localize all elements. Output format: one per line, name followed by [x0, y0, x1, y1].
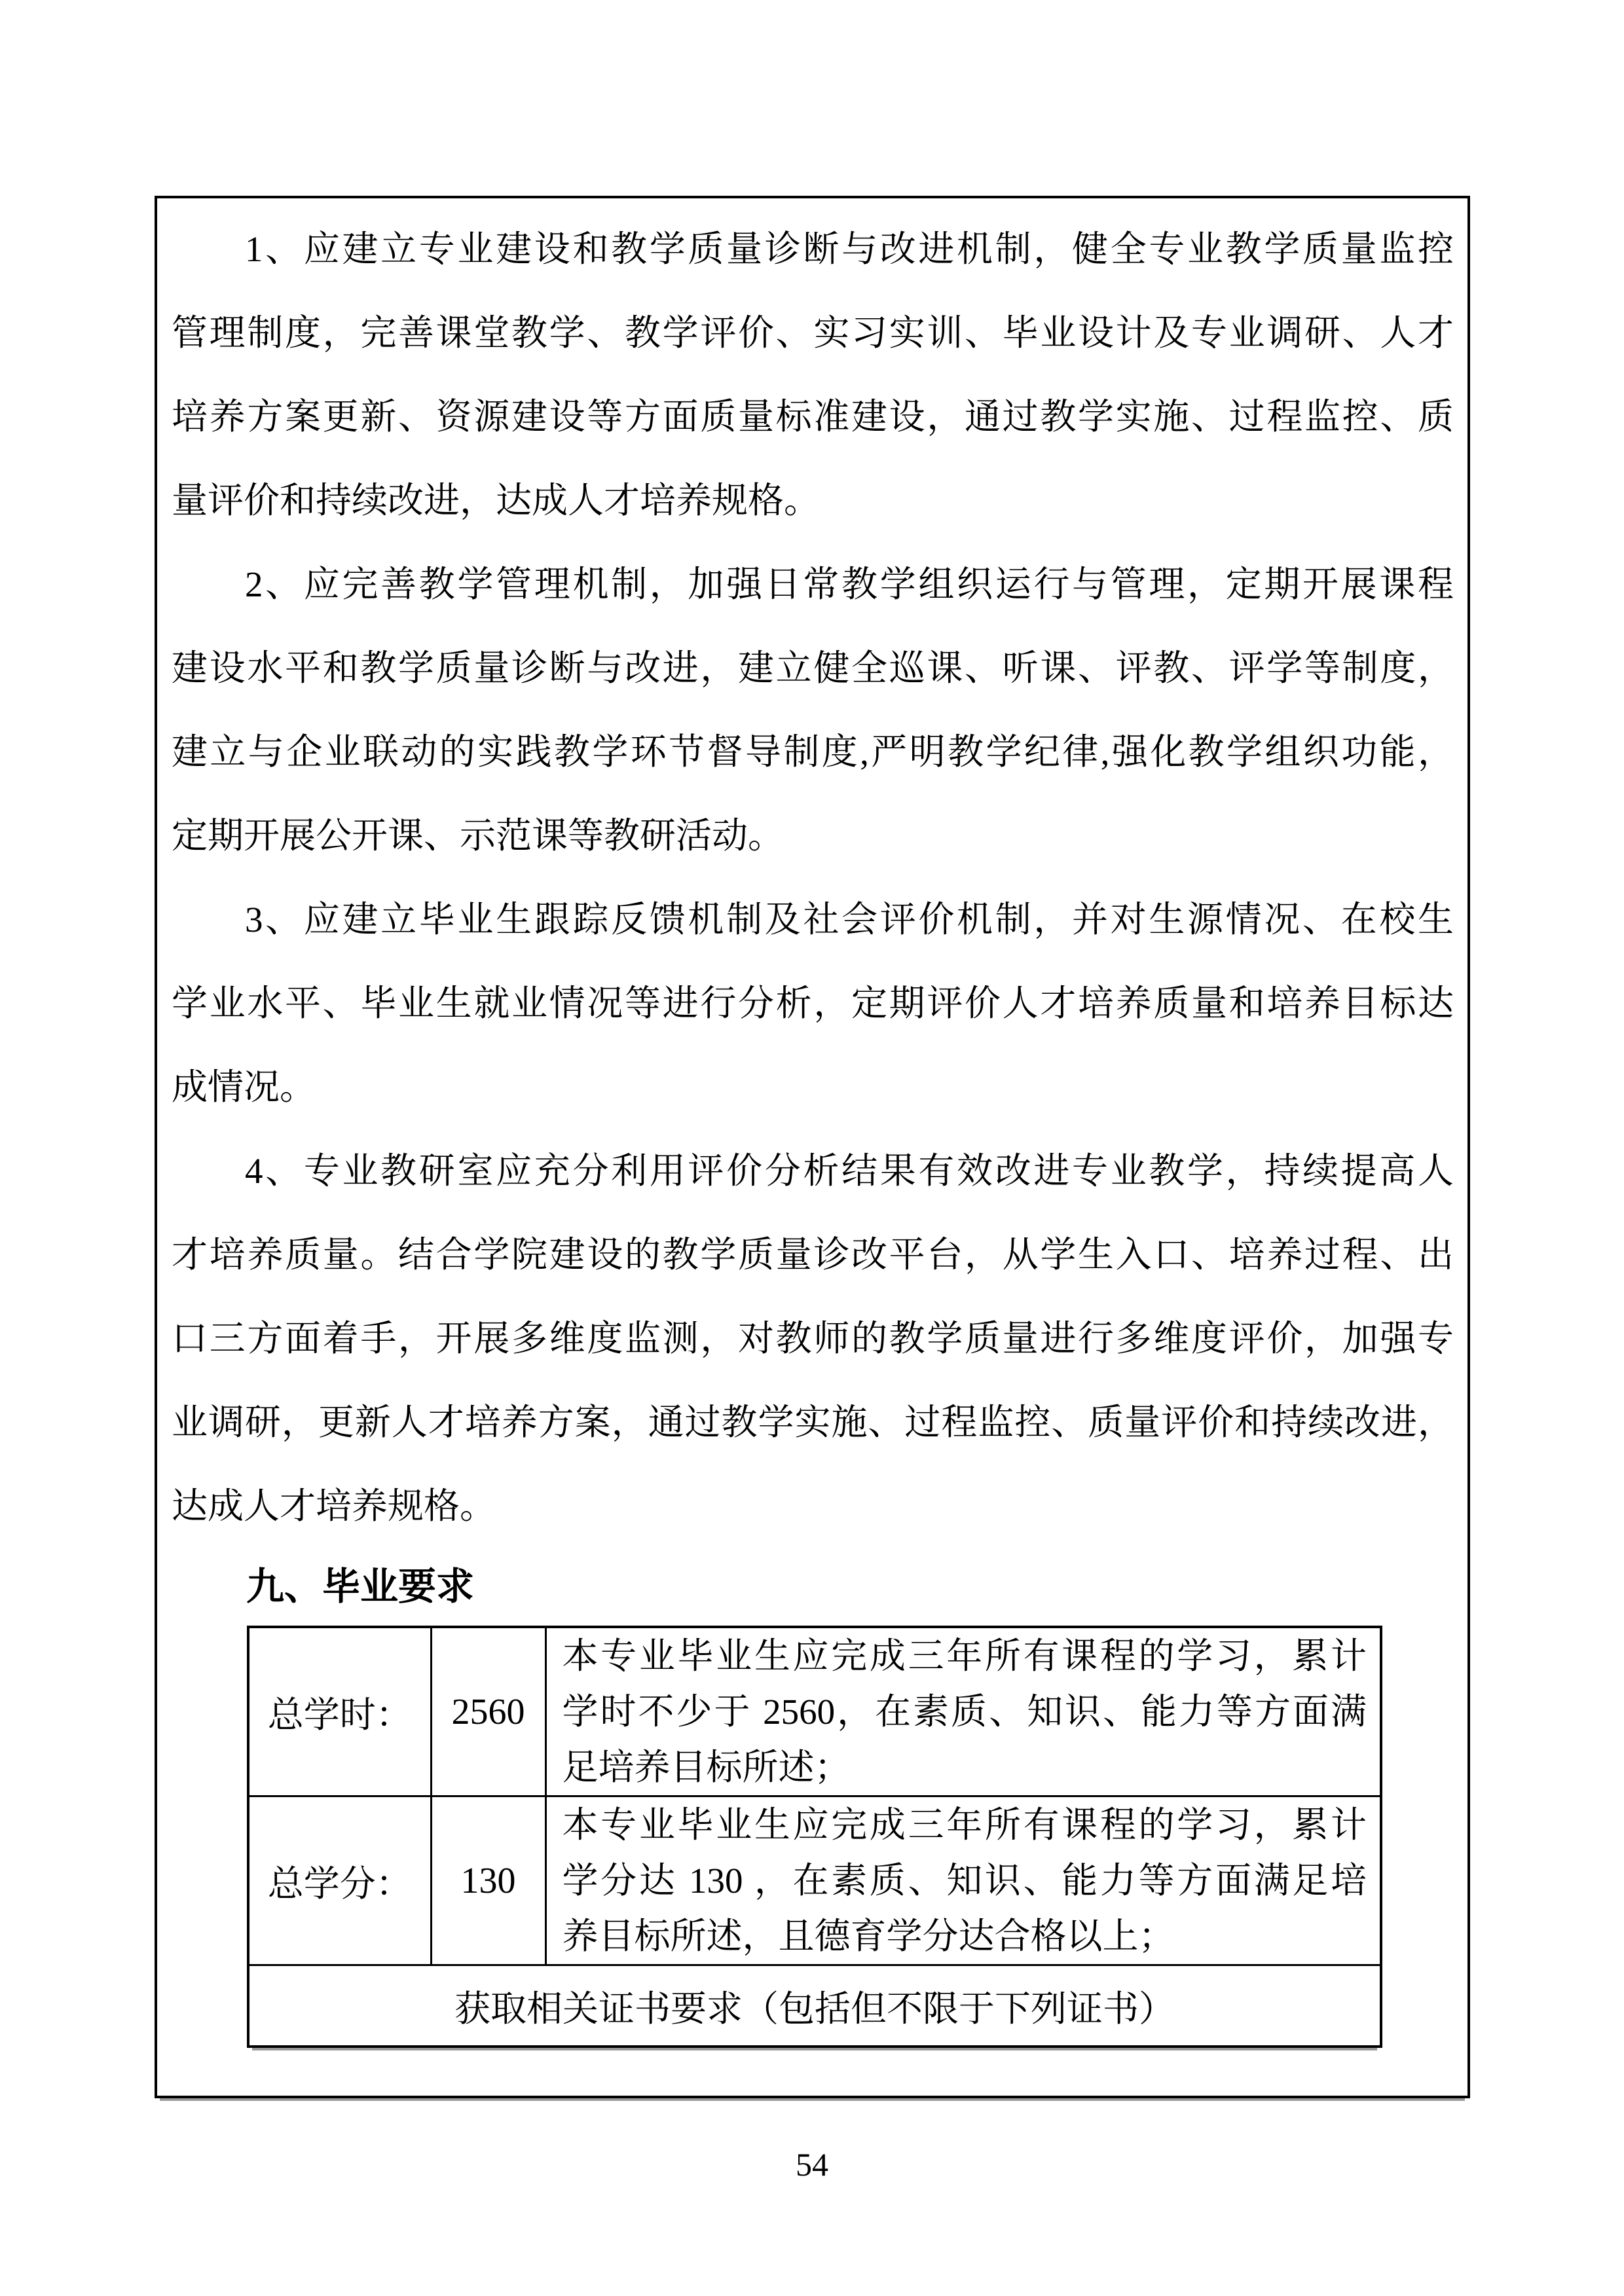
- page-number: 54: [796, 2146, 828, 2183]
- paragraph-line: 达成人才培养规格。: [172, 1486, 496, 1526]
- cell-line: 本专业毕业生应完成三年所有课程的学习，累计: [562, 1636, 1367, 1676]
- paragraph-line: 业调研，更新人才培养方案，通过教学实施、过程监控、质量评价和持续改进，: [172, 1402, 1454, 1442]
- cell-line: 学时不少于 2560，在素质、知识、能力等方面满: [562, 1692, 1367, 1732]
- paragraph-line: 才培养质量。结合学院建设的教学质量诊改平台，从学生入口、培养过程、出: [172, 1235, 1454, 1275]
- total-credits-value: 130: [431, 1796, 545, 1965]
- cell-line: 足培养目标所述；: [562, 1747, 851, 1787]
- paragraph-line: 3、应建立毕业生跟踪反馈机制及社会评价机制，并对生源情况、在校生: [245, 900, 1454, 939]
- cell-line: 养目标所述，且德育学分达合格以上；: [562, 1916, 1175, 1956]
- total-hours-value: 2560: [431, 1627, 545, 1796]
- paragraph-line: 成情况。: [172, 1067, 316, 1107]
- paragraph-line: 培养方案更新、资源建设等方面质量标准建设，通过教学实施、过程监控、质: [172, 397, 1454, 437]
- table-row: [248, 1627, 1381, 1796]
- table-row: [248, 1965, 1381, 2047]
- paragraph-line: 2、应完善教学管理机制，加强日常教学组织运行与管理，定期开展课程: [245, 564, 1454, 604]
- total-hours-description: [545, 1627, 1381, 1796]
- paragraph-line: 建立与企业联动的实践教学环节督导制度,严明教学纪律,强化教学组织功能，: [172, 732, 1454, 772]
- table-row: [248, 1796, 1381, 1965]
- total-credits-label: 总学分：: [248, 1796, 431, 1965]
- paragraph-line: 定期开展公开课、示范课等教研活动。: [172, 816, 784, 856]
- paragraph-line: 学业水平、毕业生就业情况等进行分析，定期评价人才培养质量和培养目标达: [172, 983, 1454, 1023]
- paragraph-line: 管理制度，完善课堂教学、教学评价、实习实训、毕业设计及专业调研、人才: [172, 313, 1454, 353]
- paragraph-line: 口三方面着手，开展多维度监测，对教师的教学质量进行多维度评价，加强专: [172, 1319, 1454, 1358]
- total-credits-description: [545, 1796, 1381, 1965]
- graduation-requirements-table: [247, 1626, 1382, 2048]
- section-heading: 九、毕业要求: [246, 1565, 475, 1608]
- cell-line: 本专业毕业生应完成三年所有课程的学习，累计: [562, 1805, 1367, 1845]
- content-border-box: [155, 196, 1470, 2098]
- paragraph-line: 4、专业教研室应充分利用评价分析结果有效改进专业教学，持续提高人: [245, 1151, 1454, 1191]
- total-hours-label: 总学时：: [248, 1627, 431, 1796]
- certificate-requirements-cell: 获取相关证书要求（包括但不限于下列证书）: [248, 1965, 1381, 2047]
- paragraph-line: 1、应建立专业建设和教学质量诊断与改进机制，健全专业教学质量监控: [245, 229, 1454, 269]
- paragraph-line: 量评价和持续改进，达成人才培养规格。: [172, 481, 821, 520]
- paragraph-line: 建设水平和教学质量诊断与改进，建立健全巡课、听课、评教、评学等制度，: [172, 648, 1454, 688]
- cell-line: 学分达 130 ，在素质、知识、能力等方面满足培: [562, 1861, 1367, 1901]
